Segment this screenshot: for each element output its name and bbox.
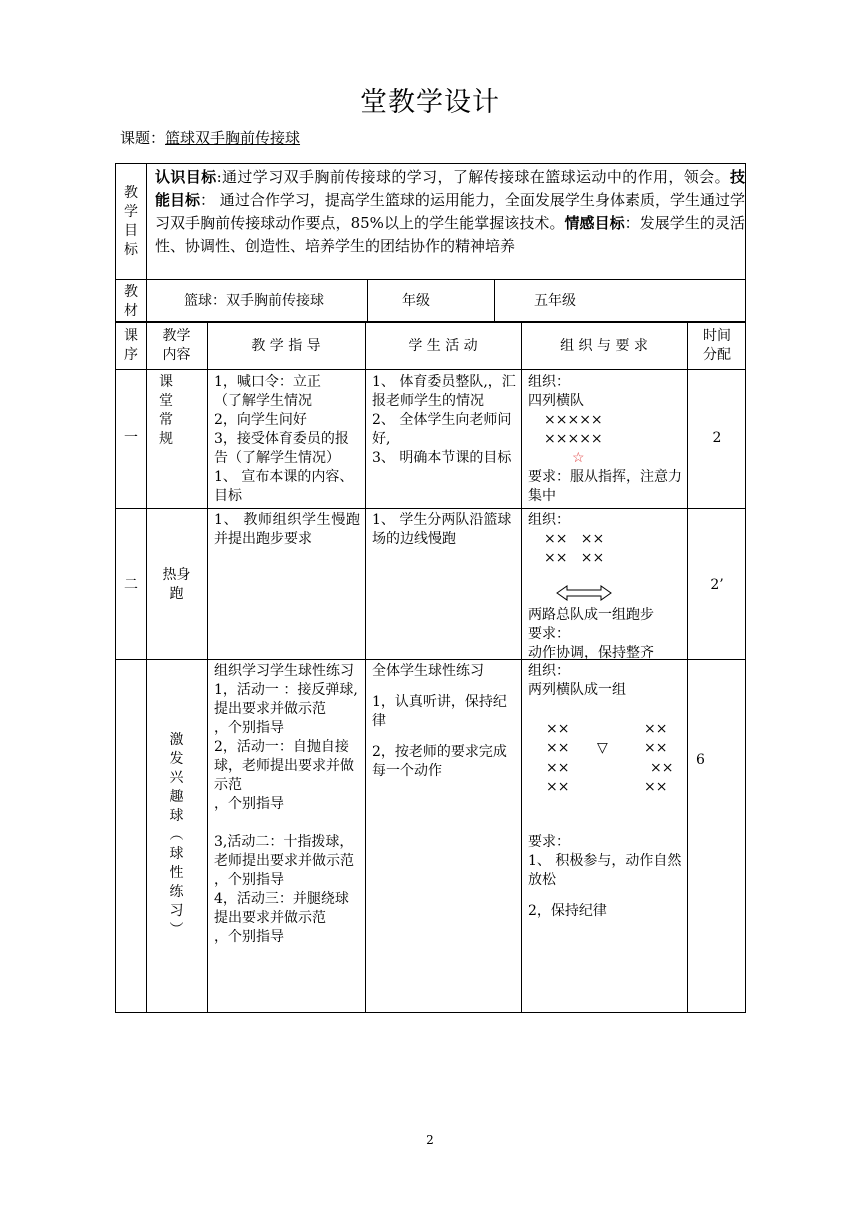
grade-value: 五年级: [534, 293, 576, 309]
material-header: 教 材: [124, 284, 138, 319]
row1-activity: 1、 体育委员整队,，汇报老师学生的情况 2、 全体学生向老师问好, 3、 明确本节课的目标: [372, 374, 516, 466]
goals-text: 认识目标:通过学习双手胸前传接球的学习，了解传接球在篮球运动中的作用，领会。技能目标： 通过合作学习，提高学生篮球的运用能力，全面发展学生身体素质，学生通过学习双手胸前传接球动作要点，85%以上的学生能掌握该技术。情感目标：发展学生的灵活性、协调性、创造性、培养学生的团结协作的精神培养: [155, 168, 745, 255]
course-label: 课题：: [120, 129, 166, 147]
triangle-icon: ▽: [597, 740, 608, 756]
material-row: [115, 279, 746, 322]
formation-right-4: ××: [644, 779, 668, 795]
row2-time: 2’: [710, 577, 724, 593]
material-name: 篮球：双手胸前传接球: [184, 293, 324, 309]
row3-time: 6: [696, 752, 705, 768]
header-guide: 教 学 指 导: [251, 338, 321, 354]
header-org: 组 织 与 要 求: [560, 338, 648, 354]
double-arrow-icon: [556, 585, 612, 601]
row1-seq: 一: [124, 430, 138, 446]
star-icon: ☆: [572, 450, 585, 466]
formation-left-3: ××: [546, 760, 570, 776]
row2-guide: 1、 教师组织学生慢跑并提出跑步要求: [214, 512, 360, 547]
header-content: 教学 内容: [162, 328, 191, 363]
row3-guide: 组织学习学生球性练习 1，活动一 ：接反弹球, 提出要求并做示范 ，个别指导 2，活动一：自抛自接球，老师提出要求并做示范 ，个别指导 3,活动二：十指拨球，老师提出要求并做示范 ，个别指导 4，活动三：并腿绕球提出要求并做示范 ，个别指导: [214, 663, 358, 945]
course-name: 篮球双手胸前传接球: [165, 129, 301, 147]
row3-content: 激 发 兴 趣 球 ︵ 球 性 练 习 ︶: [169, 732, 184, 938]
row3-requirements: 要求： 1、 积极参与，动作自然放松 2，保持纪律: [528, 834, 682, 919]
row2-seq: 二: [124, 577, 138, 593]
page-number: 2: [426, 1133, 434, 1147]
grade-label: 年级: [402, 293, 430, 309]
header-activity: 学 生 活 动: [408, 338, 478, 354]
formation-left-2: ××: [546, 740, 570, 756]
row2-activity: 1、 学生分两队沿篮球场的边线慢跑: [372, 512, 512, 547]
page-title: 堂教学设计: [360, 87, 500, 118]
formation-left-4: ××: [546, 779, 570, 795]
formation-right-1: ××: [644, 721, 668, 737]
header-seq: 课 序: [124, 328, 138, 363]
row2-org: 组织： ×× ×× ×× ×× 两路总队成一组跑步 要求： 动作协调，保持整齐: [528, 512, 654, 661]
row3-org: 组织： 两列横队成一组: [528, 663, 626, 698]
header-time: 时间 分配: [703, 328, 731, 363]
row3-activity: 全体学生球性练习 1，认真听讲，保持纪律 2，按老师的要求完成每一个动作: [372, 663, 507, 779]
goals-header: 教 学 目 标: [124, 185, 138, 258]
formation-right-2: ××: [644, 740, 668, 756]
formation-right-3: ××: [650, 760, 674, 776]
row1-guide: 1，喊口令：立正 （了解学生情况 2，向学生问好 3，接受体育委员的报告（了解学生情况） 1、 宣布本课的内容、目标: [214, 374, 354, 504]
row2-content: 热身 跑: [162, 567, 191, 602]
row1-content: 课 堂 常 规: [159, 374, 173, 447]
row1-time: 2: [712, 430, 722, 446]
course-line: [120, 127, 300, 148]
goals-box: [115, 163, 746, 280]
row1-org: 组织： 四列横队 ××××× ××××× ☆ 要求：服从指挥，注意力集中: [528, 374, 682, 504]
lesson-table: [115, 322, 746, 1013]
formation-left-1: ××: [546, 721, 570, 737]
